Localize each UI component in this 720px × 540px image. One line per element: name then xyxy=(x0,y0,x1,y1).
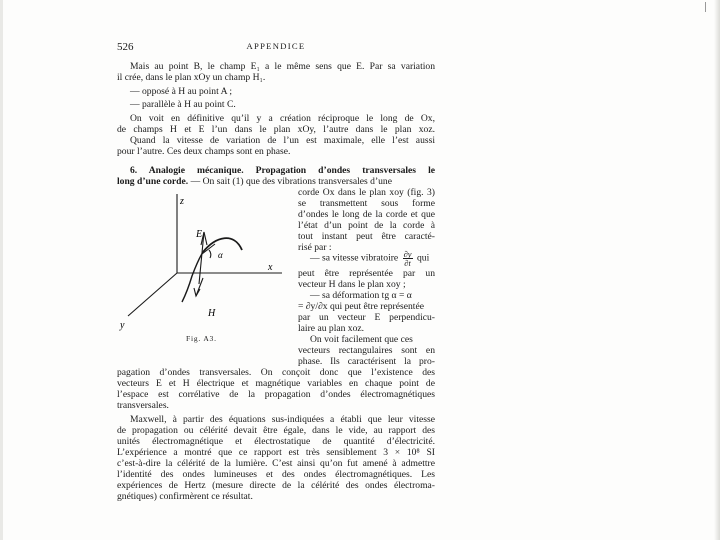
list-item: — parallèle à H au point C. xyxy=(130,99,236,110)
section-heading: 6. Analogie mécanique. Propagation d’ondes transversales le xyxy=(130,165,435,176)
page-number: 526 xyxy=(117,41,134,53)
scan-mark xyxy=(705,2,706,12)
text-line: vecteur H dans le plan xoy ; xyxy=(298,279,406,290)
text-line: — sa déformation tg α = α xyxy=(310,290,412,301)
text-line: de champs H et E l’un dans le plan xOy, l’autre dans le plan xoz. xyxy=(117,124,435,135)
text-line: corde Ox dans le plan xoy (fig. 3) xyxy=(298,187,435,198)
section-heading-cont xyxy=(117,176,435,187)
text-line: laire au plan xoz. xyxy=(298,323,365,334)
text-line: L’expérience a montré que ce rapport est très sensiblement 3 × 10⁸ SI xyxy=(117,447,435,458)
alpha-label: α xyxy=(218,250,223,260)
text-line: On voit facilement que ces xyxy=(310,334,413,345)
scan-right-edge xyxy=(714,0,720,540)
text-line: expériences de Hertz (mesure directe de la célérité des ondes électroma- xyxy=(117,480,435,491)
text-line: l’espace est corrélative de la propagation d’ondes électromagnétiques xyxy=(117,389,435,400)
alpha-arc xyxy=(209,250,211,258)
text-line: c’est-à-dire la célérité de la lumière. C’est ainsi qu’on fut amené à admettre xyxy=(117,458,435,469)
speed-formula-line xyxy=(310,250,429,267)
text-line: il crée, dans le plan xOy un champ H₁. xyxy=(117,72,266,83)
text-line: On voit en définitive qu’il y a création réciproque le long de Ox, xyxy=(130,113,435,124)
figure-caption: Fig. A3. xyxy=(186,334,217,343)
text-line: gnétiques) confirmèrent ce résultat. xyxy=(117,491,253,502)
section-heading-rest: — On sait (1) que des vibrations transversales d’une xyxy=(188,176,392,187)
running-title: APPENDICE xyxy=(246,41,306,51)
text-line: transversales. xyxy=(117,400,169,411)
h-label: H xyxy=(208,308,216,319)
text-line: peut être représentée par un xyxy=(298,268,435,279)
text-line: Maxwell, à partir des équations sus-indiquées a établi que leur vitesse xyxy=(130,414,435,425)
section-heading-bold: long d’une corde. xyxy=(117,176,189,187)
y-label: y xyxy=(120,320,125,331)
text-line: de propagation ou célérité devait être égale, dans le vide, au rapport des xyxy=(117,425,435,436)
text-line: par un vecteur E perpendicu- xyxy=(298,312,435,323)
text-line: pagation d’ondes transversales. On conçoit donc que l’existence des xyxy=(117,367,435,378)
text-line: Quand la vitesse de variation de l’un est maximale, elle l’est aussi xyxy=(130,135,435,146)
text-line: l’état d’un point de la corde à xyxy=(298,220,435,231)
scan-left-edge xyxy=(0,0,3,540)
text-line: vecteurs rectangulaires sont en xyxy=(298,345,435,356)
text-line: tout instant peut être caracté- xyxy=(298,231,435,242)
page-header xyxy=(117,41,435,55)
figure-a3 xyxy=(112,188,292,333)
y-axis xyxy=(128,273,177,316)
text-line: = ∂y/∂x qui peut être représentée xyxy=(298,301,424,312)
text-line: l’identité des ondes lumineuses et des ondes électromagnétiques. Les xyxy=(117,469,435,480)
speed-text: — sa vitesse vibratoire xyxy=(310,252,399,264)
text-line: se transmettent sous forme xyxy=(298,198,435,209)
text-line: pour l’autre. Ces deux champs sont en phase. xyxy=(117,146,291,157)
speed-after: qui xyxy=(416,252,430,264)
text-line: d’ondes le long de la corde et que xyxy=(298,209,435,220)
text-line: phase. Ils caractérisent la pro- xyxy=(298,356,435,367)
partial-derivative xyxy=(403,250,413,267)
text-line: risé par : xyxy=(298,242,332,253)
partial-denominator: ∂t xyxy=(404,258,411,268)
text-line: vecteurs E et H électrique et magnétique variables en chaque point de xyxy=(117,378,435,389)
text-line: Mais au point B, le champ E₁ a le même sens que E. Par sa variation xyxy=(130,61,435,72)
z-label: z xyxy=(180,196,184,207)
e-label: E xyxy=(196,229,203,240)
text-line: unités électromagnétique et électrostatique de quantité d’électricité. xyxy=(117,436,435,447)
partial-numerator: ∂y xyxy=(403,249,412,259)
x-label: x xyxy=(268,262,273,273)
list-item: — opposé à H au point A ; xyxy=(130,86,233,97)
